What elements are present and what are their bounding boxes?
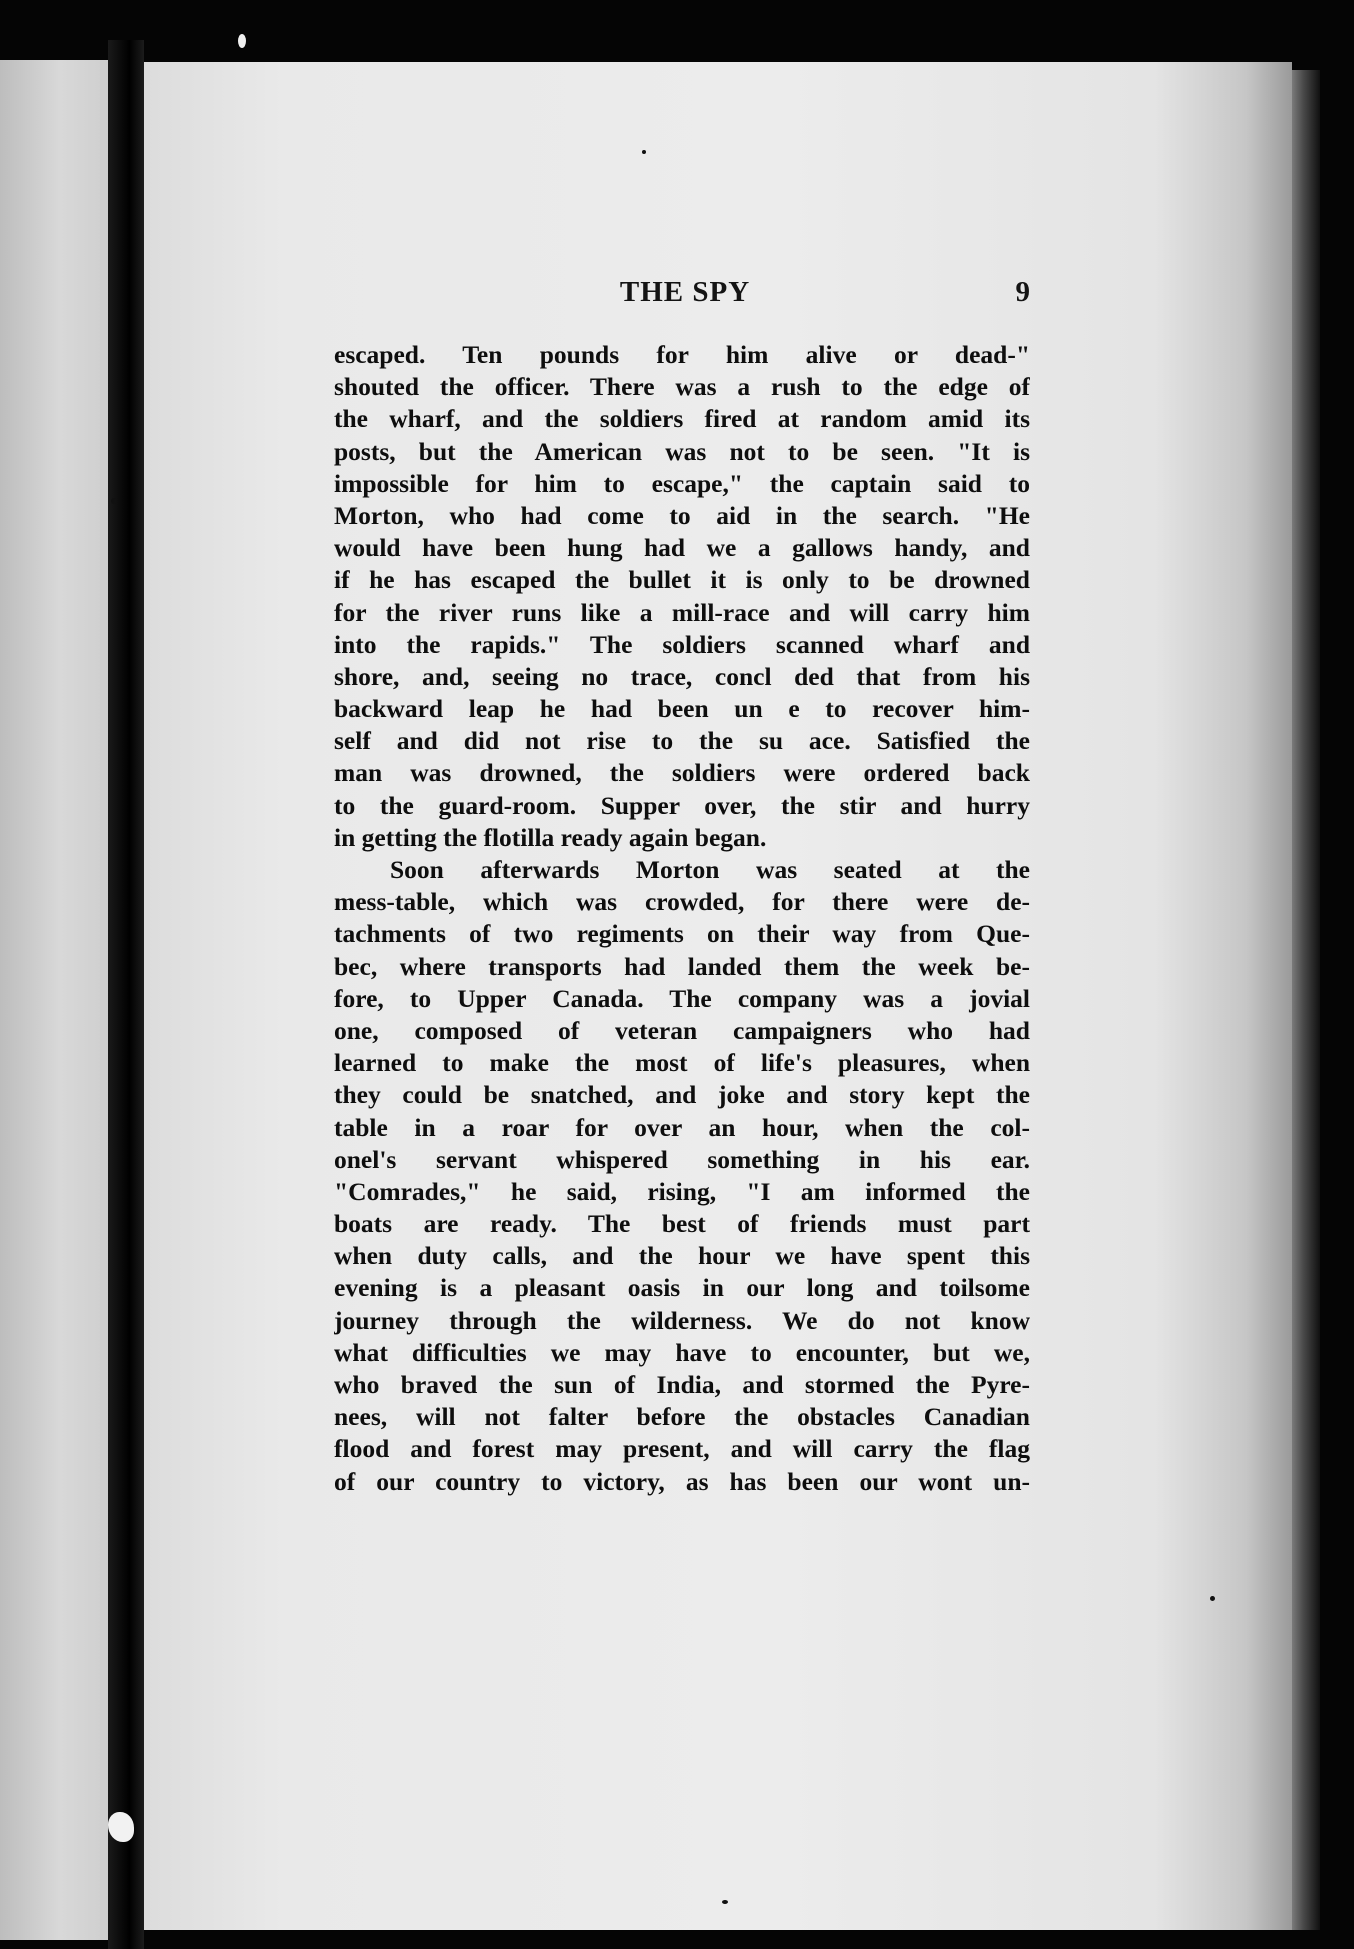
text-line: into the rapids." The soldiers scanned wharf and (334, 629, 1030, 659)
text-line: would have been hung had we a gallows handy, and (334, 533, 1030, 563)
text-line: escaped. Ten pounds for him alive or dead-" (334, 340, 1030, 369)
text-line: tachments of two regiments on their way from Que- (334, 919, 1030, 949)
text-line: of our country to victory, as has been our wont un- (334, 1466, 1030, 1496)
page-number: 9 (1015, 276, 1030, 308)
text-line: they could be snatched, and joke and story kept the (334, 1080, 1030, 1110)
book-gutter (108, 40, 144, 1949)
text-line: mess-table, which was crowded, for there were de- (334, 887, 1030, 917)
text-line: man was drowned, the soldiers were ordered back (334, 758, 1030, 788)
text-line: table in a roar for over an hour, when the col- (334, 1112, 1030, 1142)
text-line: Soon afterwards Morton was seated at the (390, 855, 1030, 884)
scan-artifact (108, 1812, 134, 1842)
text-line: one, composed of veteran campaigners who had (334, 1015, 1030, 1045)
page-edge-shadow (1292, 70, 1320, 1930)
text-line: when duty calls, and the hour we have spent this (334, 1241, 1030, 1271)
text-line: shore, and, seeing no trace, concl ded that from his (334, 661, 1030, 691)
text-line: shouted the officer. There was a rush to the edge of (334, 372, 1030, 402)
facing-page (0, 60, 108, 1940)
running-title: THE SPY (619, 276, 751, 308)
scan-speck (238, 34, 246, 48)
text-line: "Comrades," he said, rising, "I am informed the (334, 1176, 1030, 1206)
text-line: journey through the wilderness. We do not know (334, 1305, 1030, 1335)
text-line: what difficulties we may have to encounter, but we, (334, 1337, 1030, 1367)
text-line: the wharf, and the soldiers fired at random amid its (334, 404, 1030, 434)
text-line: onel's servant whispered something in his ear. (334, 1144, 1030, 1174)
text-line: learned to make the most of life's pleasures, when (334, 1048, 1030, 1078)
text-line: evening is a pleasant oasis in our long and toilsome (334, 1273, 1030, 1303)
text-line: bec, where transports had landed them the week be- (334, 951, 1030, 981)
body-text (334, 339, 1030, 1498)
text-line: if he has escaped the bullet it is only to be drowned (334, 565, 1030, 595)
text-line: impossible for him to escape," the captain said to (334, 468, 1030, 498)
text-line: fore, to Upper Canada. The company was a jovial (334, 983, 1030, 1013)
running-header (340, 276, 1030, 322)
scan-speck (111, 498, 117, 504)
scan-speck (722, 1900, 728, 1904)
text-line: boats are ready. The best of friends must part (334, 1209, 1030, 1239)
text-line: for the river runs like a mill-race and will carry him (334, 597, 1030, 627)
scan-speck (1210, 1596, 1215, 1601)
text-line: flood and forest may present, and will carry the flag (334, 1434, 1030, 1464)
text-line: self and did not rise to the su ace. Satisfied the (334, 726, 1030, 756)
text-line: nees, will not falter before the obstacles Canadian (334, 1402, 1030, 1432)
text-line: posts, but the American was not to be seen. "It is (334, 436, 1030, 466)
text-line: to the guard-room. Supper over, the stir and hurry (334, 790, 1030, 820)
text-line: Morton, who had come to aid in the search. "He (334, 500, 1030, 530)
text-line: who braved the sun of India, and stormed the Pyre- (334, 1370, 1030, 1399)
text-line: in getting the flotilla ready again began. (334, 822, 767, 852)
scan-speck (642, 150, 646, 154)
text-line: backward leap he had been un e to recover him- (334, 694, 1030, 724)
